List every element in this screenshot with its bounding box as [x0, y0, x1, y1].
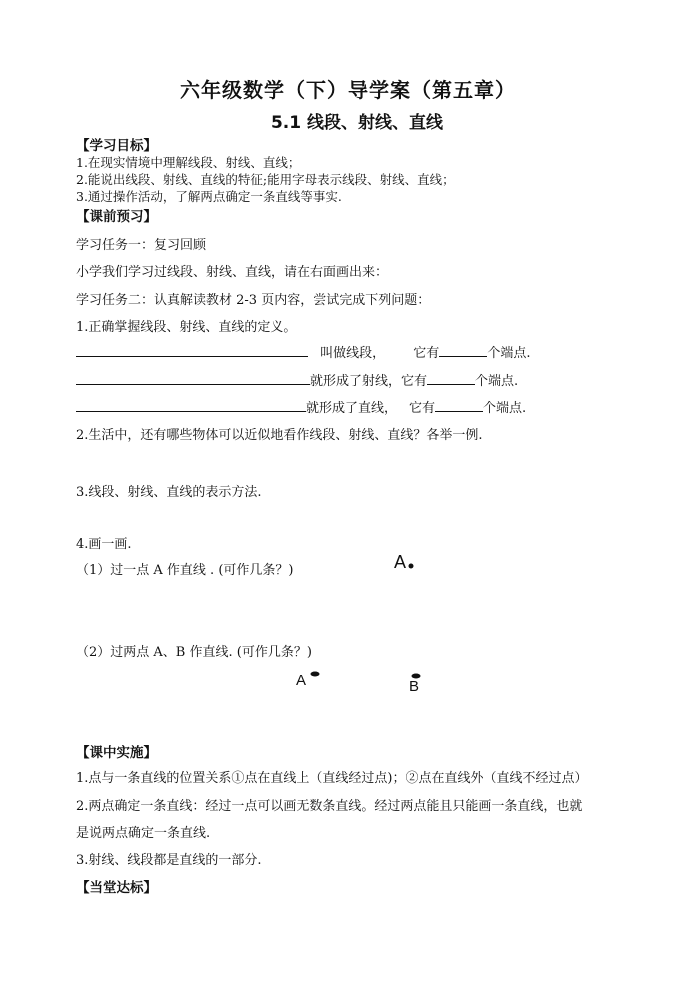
- inclass-heading: 【课中实施】: [76, 745, 157, 761]
- task-1: 学习任务一：复习回顾: [76, 238, 207, 253]
- point-a-single: [394, 552, 406, 573]
- definition-row-ray: [76, 370, 518, 389]
- question-4-2: （2）过两点 A、B 作直线. (可作几条？): [76, 645, 312, 660]
- point-b-pair: [409, 676, 419, 695]
- inclass-point-3: 3.射线、线段都是直线的一部分.: [76, 853, 262, 868]
- goal-item-1: 1.在现实情境中理解线段、射线、直线；: [76, 155, 301, 170]
- row-end-text: 个端点.: [487, 346, 531, 361]
- question-1: 1.正确掌握线段、射线、直线的定义。: [76, 320, 297, 335]
- row-have-text: 它有: [409, 401, 436, 416]
- inclass-point-2a: 2.两点确定一条直线：经过一点可以画无数条直线。经过两点能且只能画一条直线，也就: [76, 799, 583, 814]
- row-have-text: 它有: [413, 346, 440, 361]
- point-a-pair: [296, 670, 306, 689]
- point-label: A: [394, 552, 407, 572]
- point-label: A: [296, 672, 307, 689]
- preview-heading: 【课前预习】: [76, 209, 157, 225]
- goal-item-2: 2.能说出线段、射线、直线的特征;能用字母表示线段、射线、直线；: [76, 172, 455, 187]
- inclass-point-1: 1.点与一条直线的位置关系①点在直线上（直线经过点)；②点在直线外（直线不经过点）: [76, 771, 588, 786]
- dot-icon: [411, 673, 421, 679]
- dot-icon: [310, 671, 320, 677]
- dot-icon: [408, 563, 414, 569]
- page-title: 六年级数学（下）导学案（第五章）: [180, 78, 516, 102]
- answer-blank[interactable]: [76, 344, 308, 357]
- endpoint-blank[interactable]: [435, 399, 483, 412]
- task-2: 学习任务二：认真解读教材 2-3 页内容，尝试完成下列问题：: [76, 293, 431, 308]
- practice-heading: 【当堂达标】: [76, 880, 157, 896]
- definition-row-segment: [76, 342, 530, 361]
- answer-blank[interactable]: [76, 372, 310, 385]
- row-mid-text: 就形成了直线，: [306, 401, 398, 416]
- question-3: 3.线段、射线、直线的表示方法.: [76, 485, 262, 500]
- section-title: 5.1 线段、射线、直线: [270, 113, 444, 133]
- question-2: 2.生活中，还有哪些物体可以近似地看作线段、射线、直线？各举一例.: [76, 428, 483, 443]
- row-end-text: 个端点.: [475, 374, 519, 389]
- question-4: 4.画一画.: [76, 537, 132, 552]
- answer-blank[interactable]: [76, 399, 306, 412]
- endpoint-blank[interactable]: [427, 372, 475, 385]
- question-4-1: （1）过一点 A 作直线 . (可作几条？): [76, 563, 294, 578]
- definition-row-line: [76, 397, 526, 416]
- endpoint-blank[interactable]: [439, 344, 487, 357]
- inclass-point-2b: 是说两点确定一条直线.: [76, 826, 211, 841]
- goals-heading: 【学习目标】: [76, 138, 157, 154]
- row-mid-text: 就形成了射线，: [310, 374, 402, 389]
- row-mid-text: 叫做线段，: [320, 346, 386, 361]
- task-1-text: 小学我们学习过线段、射线、直线，请在右面画出来：: [76, 265, 389, 280]
- row-end-text: 个端点.: [483, 401, 527, 416]
- row-have-text: 它有: [401, 374, 428, 389]
- point-label: B: [409, 678, 420, 695]
- goal-item-3: 3.通过操作活动，了解两点确定一条直线等事实.: [76, 189, 342, 204]
